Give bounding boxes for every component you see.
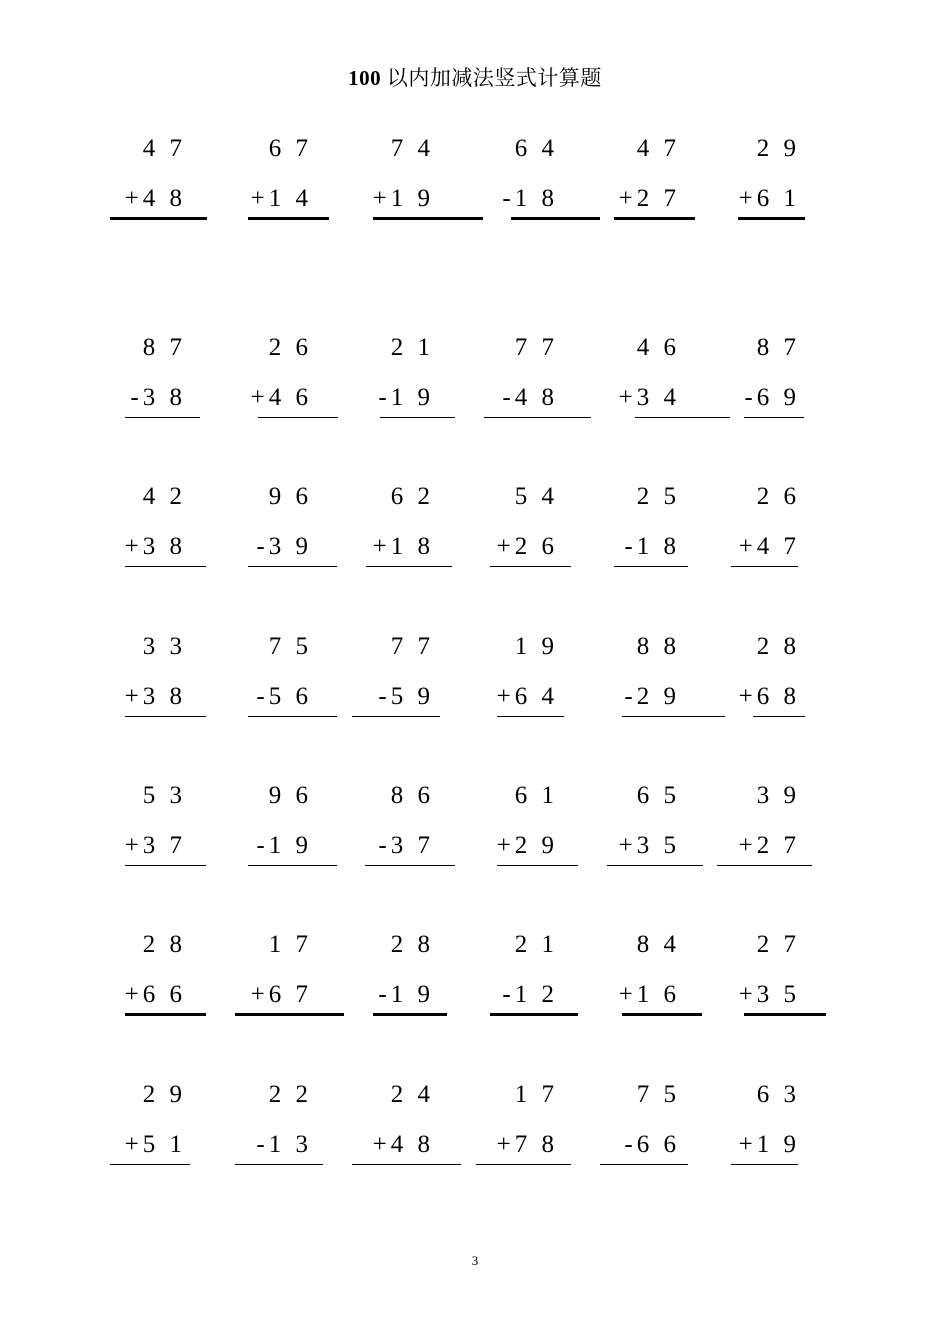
problem-top-number: 2 8 <box>756 633 800 660</box>
answer-line <box>600 1164 688 1165</box>
problem-bottom-operand: -2 9 <box>624 683 680 710</box>
problem-top-number: 2 5 <box>636 483 680 510</box>
arithmetic-problem <box>444 782 584 872</box>
problem-bottom-operand: +2 9 <box>496 832 558 859</box>
arithmetic-problem <box>320 483 460 573</box>
problem-top-number: 2 6 <box>756 483 800 510</box>
problem-bottom-operand: +5 1 <box>124 1131 186 1158</box>
answer-line <box>110 217 207 220</box>
answer-line <box>125 1013 206 1016</box>
problem-bottom-operand: +6 8 <box>738 683 800 710</box>
problem-bottom-operand: -6 9 <box>744 384 800 411</box>
problem-top-number: 1 7 <box>268 931 312 958</box>
problem-bottom-operand: -1 9 <box>378 384 434 411</box>
arithmetic-problem <box>198 135 338 225</box>
arithmetic-problem <box>198 483 338 573</box>
answer-line <box>476 1164 571 1165</box>
problem-bottom-operand: +1 4 <box>250 185 312 212</box>
answer-line <box>125 865 206 866</box>
problem-top-number: 5 3 <box>142 782 186 809</box>
problem-top-number: 6 5 <box>636 782 680 809</box>
answer-line <box>373 1013 447 1016</box>
problem-top-number: 3 3 <box>142 633 186 660</box>
problem-top-number: 2 1 <box>514 931 558 958</box>
problem-top-number: 8 7 <box>756 334 800 361</box>
answer-line <box>125 566 206 567</box>
problem-top-number: 8 7 <box>142 334 186 361</box>
problem-top-number: 7 7 <box>514 334 558 361</box>
problem-bottom-operand: +4 6 <box>250 384 312 411</box>
problem-bottom-operand: -4 8 <box>502 384 558 411</box>
arithmetic-problem <box>566 633 706 723</box>
problem-top-number: 6 7 <box>268 135 312 162</box>
answer-line <box>753 716 805 717</box>
arithmetic-problem <box>72 782 212 872</box>
problem-top-number: 7 7 <box>390 633 434 660</box>
problem-top-number: 3 9 <box>756 782 800 809</box>
problem-top-number: 2 1 <box>390 334 434 361</box>
problem-bottom-operand: +6 6 <box>124 981 186 1008</box>
problem-bottom-operand: +7 8 <box>496 1131 558 1158</box>
arithmetic-problem <box>686 931 826 1021</box>
answer-line <box>738 217 805 220</box>
problem-top-number: 2 7 <box>756 931 800 958</box>
problem-top-number: 2 9 <box>142 1081 186 1108</box>
problem-bottom-operand: -1 9 <box>378 981 434 1008</box>
answer-line <box>614 217 695 220</box>
answer-line <box>731 1164 798 1165</box>
arithmetic-problem <box>686 1081 826 1171</box>
answer-line <box>366 566 452 567</box>
problem-bottom-operand: -1 8 <box>502 185 558 212</box>
problem-bottom-operand: +4 8 <box>124 185 186 212</box>
problem-top-number: 9 6 <box>268 483 312 510</box>
problem-bottom-operand: +4 8 <box>372 1131 434 1158</box>
problem-top-number: 6 1 <box>514 782 558 809</box>
answer-line <box>110 1164 190 1165</box>
arithmetic-problem <box>198 633 338 723</box>
arithmetic-problem <box>72 1081 212 1171</box>
arithmetic-problem <box>320 633 460 723</box>
problem-top-number: 6 4 <box>514 135 558 162</box>
problem-bottom-operand: +1 6 <box>618 981 680 1008</box>
arithmetic-problem <box>566 782 706 872</box>
problem-bottom-operand: +3 8 <box>124 533 186 560</box>
arithmetic-problem <box>72 483 212 573</box>
arithmetic-problem <box>566 931 706 1021</box>
problem-bottom-operand: +1 8 <box>372 533 434 560</box>
problem-bottom-operand: -1 9 <box>256 832 312 859</box>
problem-top-number: 7 5 <box>636 1081 680 1108</box>
answer-line <box>744 417 804 418</box>
problem-top-number: 5 4 <box>514 483 558 510</box>
problem-top-number: 2 2 <box>268 1081 312 1108</box>
arithmetic-problem <box>444 1081 584 1171</box>
arithmetic-problem <box>72 931 212 1021</box>
problem-bottom-operand: +2 7 <box>618 185 680 212</box>
arithmetic-problem <box>686 782 826 872</box>
problem-bottom-operand: -3 8 <box>130 384 186 411</box>
arithmetic-problem <box>686 633 826 723</box>
problem-top-number: 4 7 <box>636 135 680 162</box>
problem-top-number: 2 8 <box>142 931 186 958</box>
arithmetic-problem <box>686 483 826 573</box>
arithmetic-problem <box>566 1081 706 1171</box>
answer-line <box>744 1013 826 1016</box>
arithmetic-problem <box>72 135 212 225</box>
arithmetic-problem <box>444 483 584 573</box>
problem-bottom-operand: +3 4 <box>618 384 680 411</box>
problem-bottom-operand: +6 1 <box>738 185 800 212</box>
arithmetic-problem <box>444 931 584 1021</box>
arithmetic-problem <box>566 483 706 573</box>
arithmetic-problem <box>198 334 338 424</box>
answer-line <box>497 716 564 717</box>
problem-top-number: 7 5 <box>268 633 312 660</box>
answer-line <box>490 1013 578 1016</box>
problem-bottom-operand: +2 6 <box>496 533 558 560</box>
answer-line <box>352 716 440 717</box>
problem-bottom-operand: +3 5 <box>618 832 680 859</box>
arithmetic-problem <box>320 1081 460 1171</box>
title-number: 100 <box>348 66 382 90</box>
problem-bottom-operand: +3 7 <box>124 832 186 859</box>
problem-top-number: 8 4 <box>636 931 680 958</box>
problem-top-number: 2 4 <box>390 1081 434 1108</box>
arithmetic-problem <box>72 334 212 424</box>
answer-line <box>125 417 200 418</box>
arithmetic-problem <box>198 1081 338 1171</box>
problem-top-number: 2 8 <box>390 931 434 958</box>
arithmetic-problem <box>444 334 584 424</box>
problem-top-number: 2 6 <box>268 334 312 361</box>
page-title <box>0 62 950 92</box>
arithmetic-problem <box>444 135 584 225</box>
problem-bottom-operand: +6 7 <box>250 981 312 1008</box>
problem-bottom-operand: -1 2 <box>502 981 558 1008</box>
answer-line <box>125 716 206 717</box>
problem-bottom-operand: -6 6 <box>624 1131 680 1158</box>
problem-top-number: 6 2 <box>390 483 434 510</box>
arithmetic-problem <box>320 135 460 225</box>
problem-top-number: 4 2 <box>142 483 186 510</box>
arithmetic-problem <box>72 633 212 723</box>
problem-bottom-operand: +1 9 <box>738 1131 800 1158</box>
problem-bottom-operand: -1 3 <box>256 1131 312 1158</box>
problem-bottom-operand: -1 8 <box>624 533 680 560</box>
problem-bottom-operand: -5 6 <box>256 683 312 710</box>
arithmetic-problem <box>320 782 460 872</box>
arithmetic-problem <box>320 334 460 424</box>
problem-top-number: 8 6 <box>390 782 434 809</box>
arithmetic-problem <box>566 334 706 424</box>
arithmetic-problem <box>320 931 460 1021</box>
problem-bottom-operand: +3 8 <box>124 683 186 710</box>
problem-top-number: 1 9 <box>514 633 558 660</box>
problem-bottom-operand: +3 5 <box>738 981 800 1008</box>
arithmetic-problem <box>686 135 826 225</box>
problem-bottom-operand: +4 7 <box>738 533 800 560</box>
answer-line <box>248 217 329 220</box>
answer-line <box>365 865 455 866</box>
page-number: 3 <box>471 1253 479 1268</box>
arithmetic-problem <box>444 633 584 723</box>
answer-line <box>490 566 571 567</box>
problem-top-number: 7 4 <box>390 135 434 162</box>
problem-top-number: 6 3 <box>756 1081 800 1108</box>
arithmetic-problem <box>198 782 338 872</box>
problem-top-number: 9 6 <box>268 782 312 809</box>
arithmetic-problem <box>566 135 706 225</box>
answer-line <box>731 566 798 567</box>
answer-line <box>614 566 688 567</box>
problem-top-number: 1 7 <box>514 1081 558 1108</box>
problem-top-number: 2 9 <box>756 135 800 162</box>
answer-line <box>235 1164 323 1165</box>
arithmetic-problem <box>198 931 338 1021</box>
answer-line <box>717 865 812 866</box>
problem-bottom-operand: +1 9 <box>372 185 434 212</box>
title-text: 以内加减法竖式计算题 <box>386 66 602 90</box>
arithmetic-problem <box>686 334 826 424</box>
problem-bottom-operand: +2 7 <box>738 832 800 859</box>
problem-bottom-operand: -3 9 <box>256 533 312 560</box>
problem-bottom-operand: +6 4 <box>496 683 558 710</box>
problem-top-number: 8 8 <box>636 633 680 660</box>
problem-bottom-operand: -3 7 <box>378 832 434 859</box>
problem-bottom-operand: -5 9 <box>378 683 434 710</box>
problem-top-number: 4 7 <box>142 135 186 162</box>
problem-top-number: 4 6 <box>636 334 680 361</box>
